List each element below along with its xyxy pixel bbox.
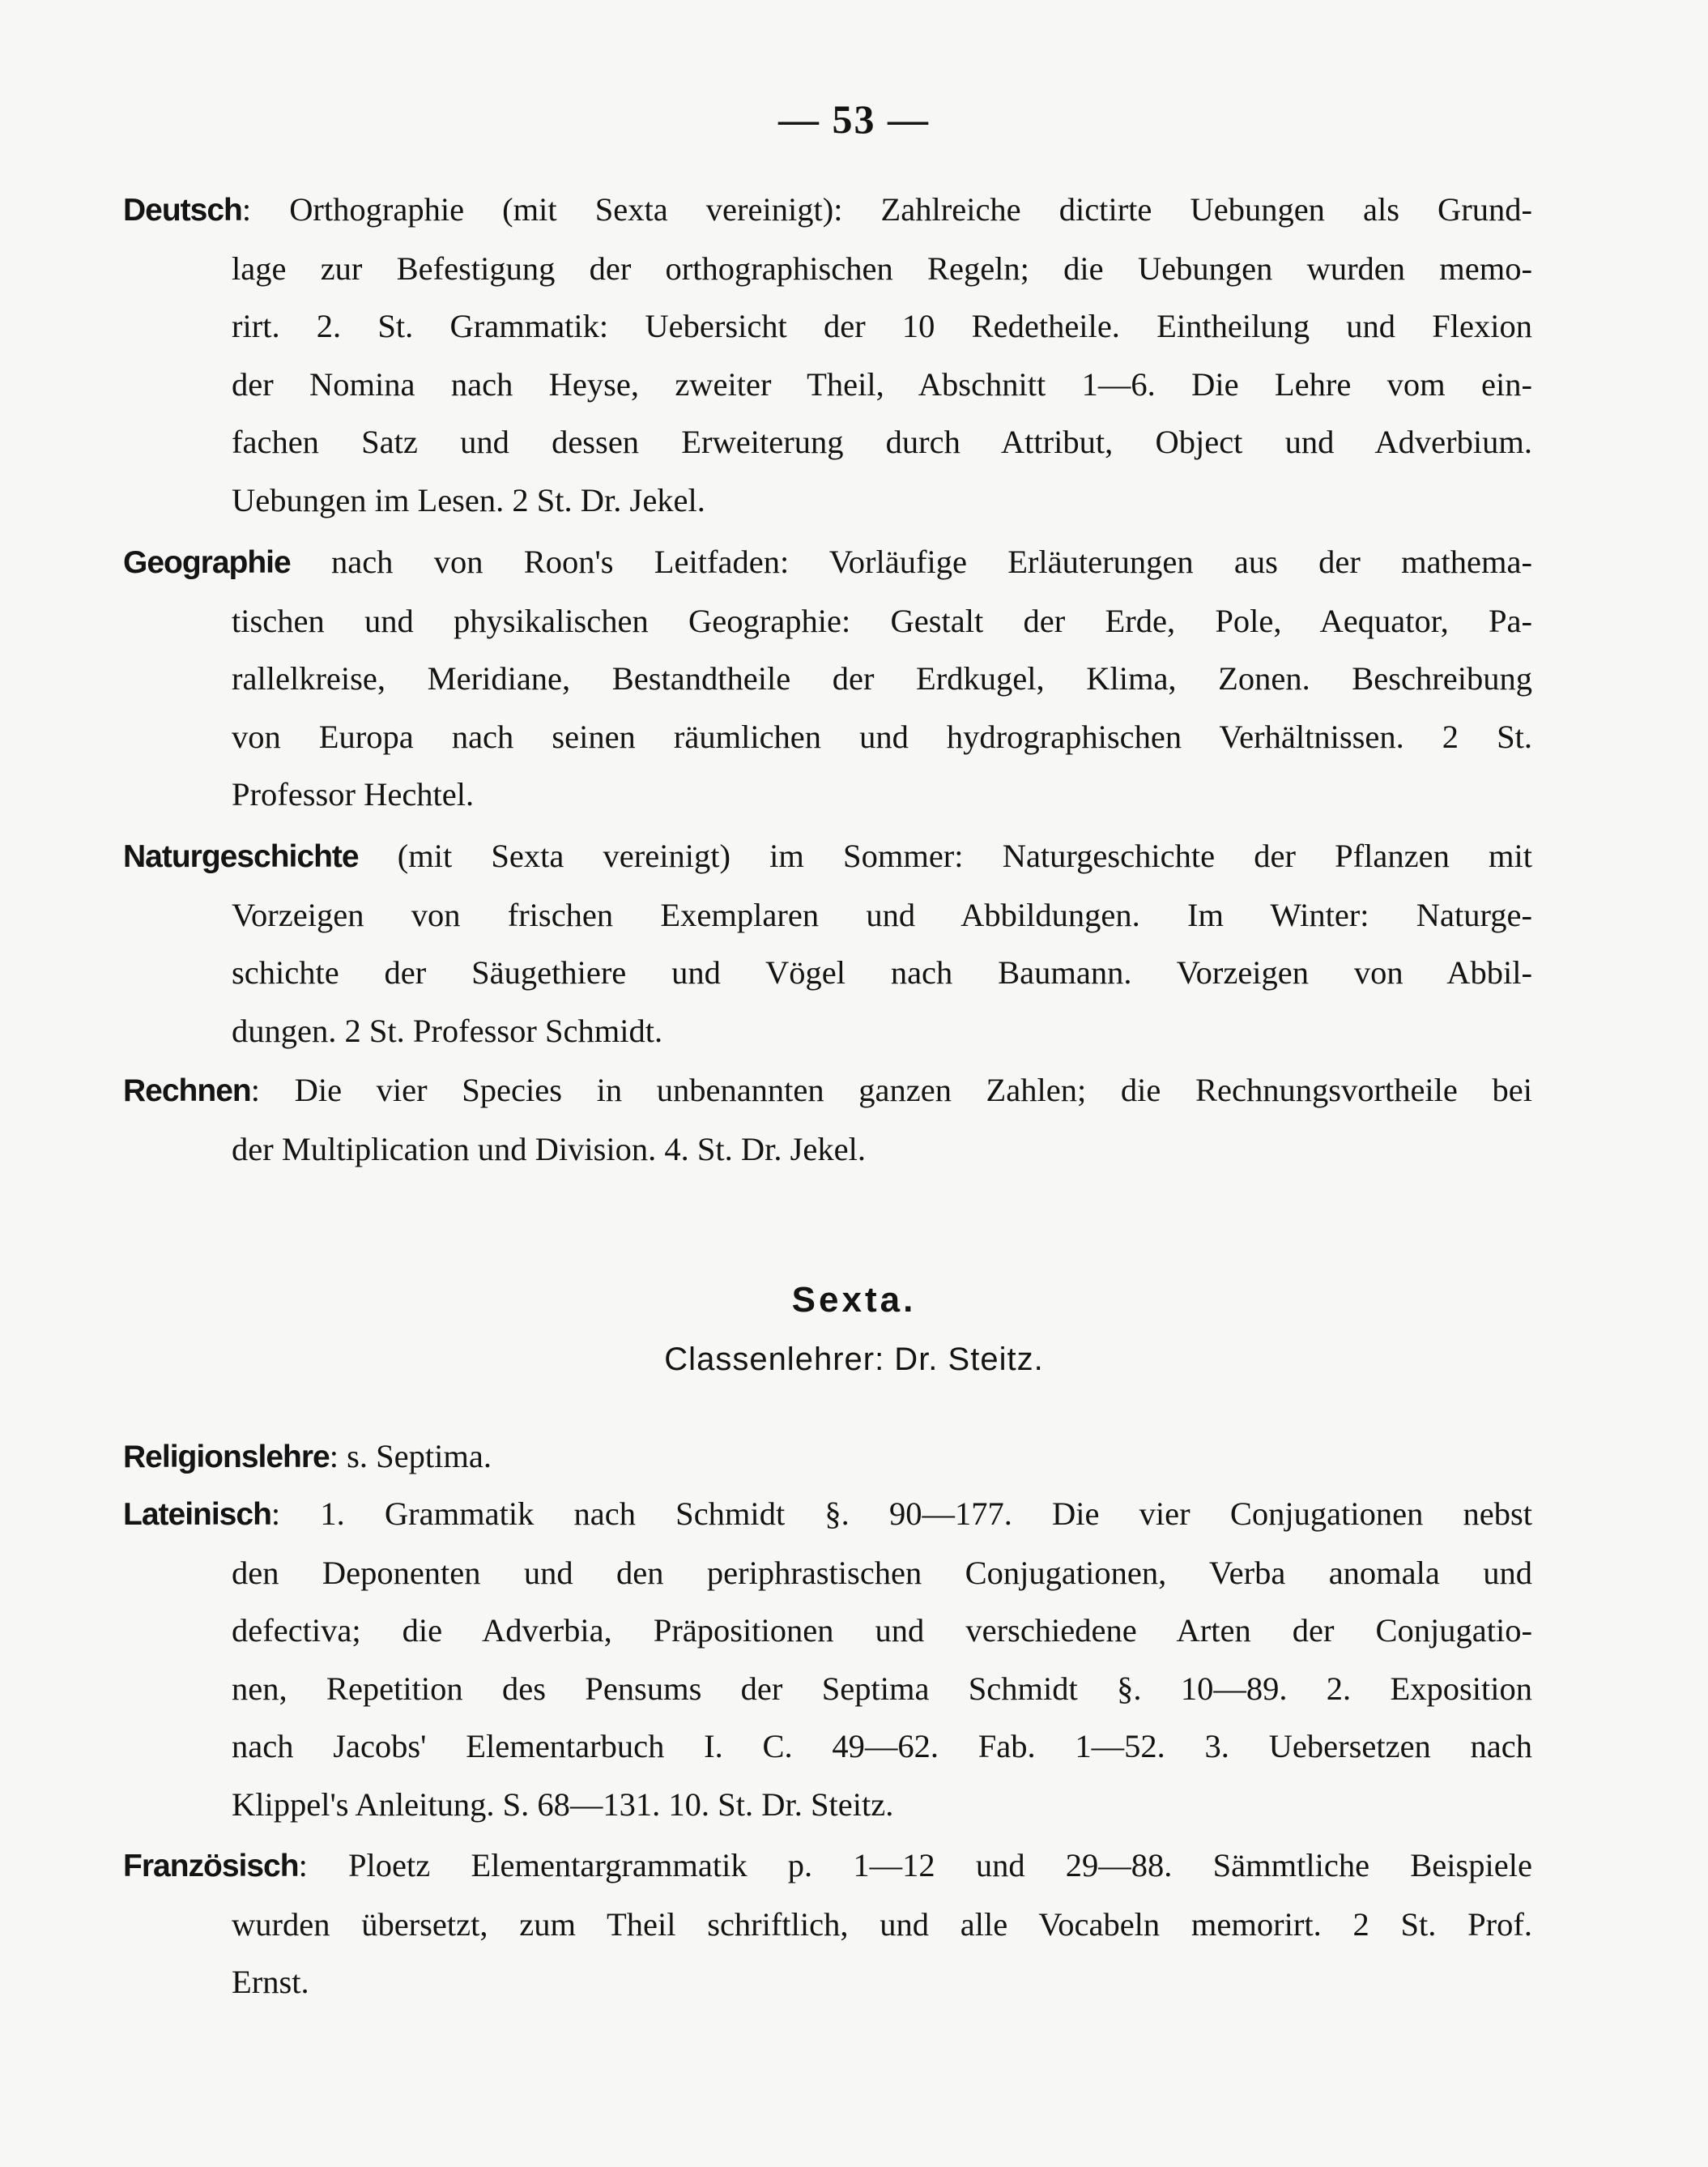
- heading-lateinisch: Lateinisch: [123, 1497, 271, 1532]
- heading-naturgeschichte: Naturgeschichte: [123, 839, 359, 874]
- text-line: : Ploetz Elementargrammatik p. 1—12 und 29—88. Sämmtliche Beispiele: [298, 1847, 1532, 1883]
- heading-franzoesisch: Französisch: [123, 1849, 299, 1883]
- section-title: Sexta.: [791, 1280, 917, 1320]
- text-line: nach Jacobs' Elementarbuch I. C. 49—62. Fab. 1—52. 3. Uebersetzen nach: [232, 1728, 1532, 1764]
- text-line: nach von Roon's Leitfaden: Vorläufige Erläuterungen aus der mathema-: [290, 544, 1532, 580]
- text-line: tischen und physikalischen Geographie: Gestalt der Erde, Pole, Aequator, Pa-: [232, 602, 1532, 639]
- page-number: — 53 —: [778, 96, 930, 142]
- text-line: wurden übersetzt, zum Theil schriftlich, und alle Vocabeln memorirt. 2 St. Prof.: [232, 1905, 1532, 1943]
- text-line: : 1. Grammatik nach Schmidt §. 90—177. Die vier Conjugationen nebst: [270, 1495, 1532, 1532]
- text-line: : Orthographie (mit Sexta vereinigt): Zahlreiche dictirte Uebungen als Grund-: [241, 191, 1532, 228]
- paragraph-religionslehre: [123, 1427, 1532, 1487]
- text-line: den Deponenten und den periphrastischen Conjugationen, Verba anomala und: [232, 1554, 1532, 1591]
- paragraph-rechnen: [123, 1061, 1532, 1178]
- paragraph-geographie: [123, 533, 1532, 824]
- text-line: (mit Sexta vereinigt) im Sommer: Naturgeschichte der Pflanzen mit: [358, 838, 1532, 874]
- heading-religionslehre: Religionslehre: [123, 1440, 330, 1474]
- text-line: defectiva; die Adverbia, Präpositionen und verschiedene Arten der Conjugatio-: [232, 1612, 1532, 1649]
- text-line: der Nomina nach Heyse, zweiter Theil, Abschnitt 1—6. Die Lehre vom ein-: [232, 365, 1532, 403]
- text-line: nen, Repetition des Pensums der Septima Schmidt §. 10—89. 2. Exposition: [232, 1670, 1532, 1707]
- section-subtitle: Classenlehrer: Dr. Steitz.: [664, 1342, 1044, 1377]
- text-line: schichte der Säugethiere und Vögel nach Baumann. Vorzeigen von Abbil-: [232, 954, 1532, 991]
- text-line: fachen Satz und dessen Erweiterung durch Attribut, Object und Adverbium.: [232, 424, 1532, 460]
- text-line: : s. Septima.: [329, 1438, 492, 1474]
- text-line: rirt. 2. St. Grammatik: Uebersicht der 10 Redetheile. Eintheilung und Flexion: [232, 308, 1532, 344]
- text-line: von Europa nach seinen räumlichen und hydrographischen Verhältnissen. 2 St.: [232, 718, 1532, 755]
- text-line: Ernst.: [232, 1964, 309, 2000]
- text-line: dungen. 2 St. Professor Schmidt.: [232, 1012, 663, 1049]
- text-line: lage zur Befestigung der orthographischen Regeln; die Uebungen wurden memo-: [232, 250, 1532, 287]
- text-line: Vorzeigen von frischen Exemplaren und Abbildungen. Im Winter: Naturge-: [232, 896, 1532, 933]
- text-line: Klippel's Anleitung. S. 68—131. 10. St. Dr. Steitz.: [232, 1785, 894, 1823]
- paragraph-deutsch: [123, 181, 1532, 529]
- text-line: rallelkreise, Meridiane, Bestandtheile der Erdkugel, Klima, Zonen. Beschreibung: [232, 660, 1532, 697]
- text-line: Professor Hechtel.: [232, 776, 475, 813]
- heading-rechnen: Rechnen: [123, 1073, 251, 1108]
- text-line: der Multiplication und Division. 4. St. Dr. Jekel.: [232, 1130, 866, 1167]
- text-line: : Die vier Species in unbenannten ganzen Zahlen; die Rechnungsvortheile bei: [250, 1072, 1532, 1108]
- paragraph-lateinisch: [123, 1485, 1532, 1833]
- paragraph-naturgeschichte: [123, 827, 1532, 1060]
- paragraph-franzoesisch: [123, 1836, 1532, 2011]
- heading-geographie: Geographie: [123, 545, 291, 580]
- text-line: Uebungen im Lesen. 2 St. Dr. Jekel.: [232, 481, 705, 518]
- heading-deutsch: Deutsch: [123, 193, 242, 228]
